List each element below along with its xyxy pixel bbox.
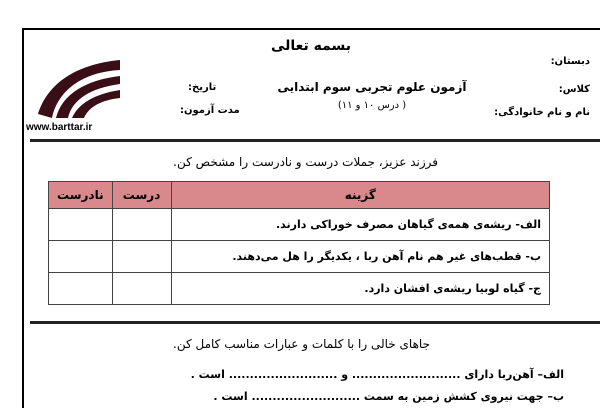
class-label: کلاس: [558, 84, 590, 95]
date-label: تاریخ: [188, 82, 217, 93]
lesson-range: ( درس ۱۰ و ۱۱) [337, 100, 407, 111]
section2-instruction: جاهای خالی را با کلمات و عبارات مناسب کامل کن. [173, 337, 430, 351]
site-url: www.barttar.ir [26, 122, 93, 133]
table-row [49, 273, 550, 305]
incorrect-cell-1[interactable] [49, 209, 113, 241]
table-row [49, 209, 550, 241]
table-header-row [49, 182, 550, 209]
statement-1: الف- ریشه‌ی همه‌ی گیاهان مصرف خوراکی دارند. [171, 209, 549, 241]
incorrect-cell-3[interactable] [49, 273, 113, 305]
header-correct: درست [112, 182, 171, 209]
basmala: بسمه تعالی [270, 38, 352, 54]
table-row [49, 241, 550, 273]
correct-cell-1[interactable] [112, 209, 171, 241]
exam-header [22, 30, 600, 138]
divider-middle [30, 321, 600, 324]
name-label: نام و نام خانوادگی: [494, 107, 590, 118]
incorrect-cell-2[interactable] [49, 241, 113, 273]
duration-label: مدت آزمون: [180, 105, 240, 116]
divider-top [30, 139, 600, 142]
exam-title: آزمون علوم تجربی سوم ابتدایی [277, 80, 467, 94]
header-incorrect: نادرست [49, 182, 113, 209]
statement-3: ج- گیاه لوبیا ریشه‌ی افشان دارد. [171, 273, 549, 305]
header-option: گزینه [171, 182, 549, 209]
school-label: دبستان: [550, 56, 590, 67]
fill-item-2: ب– جهت نیروی کشش زمین به سمت .......................... است . [213, 390, 564, 403]
statement-2: ب- قطب‌های غیر هم نام آهن ربا ، یکدیگر را هل می‌دهند. [171, 241, 549, 273]
true-false-table [48, 181, 550, 305]
correct-cell-3[interactable] [112, 273, 171, 305]
barttar-logo [28, 52, 124, 128]
section1-instruction: فرزند عزیز، جملات درست و نادرست را مشخص کن. [173, 155, 438, 169]
correct-cell-2[interactable] [112, 241, 171, 273]
fill-item-1: الف– آهن‌ربا دارای .......................... و .......................... است . [190, 368, 564, 381]
